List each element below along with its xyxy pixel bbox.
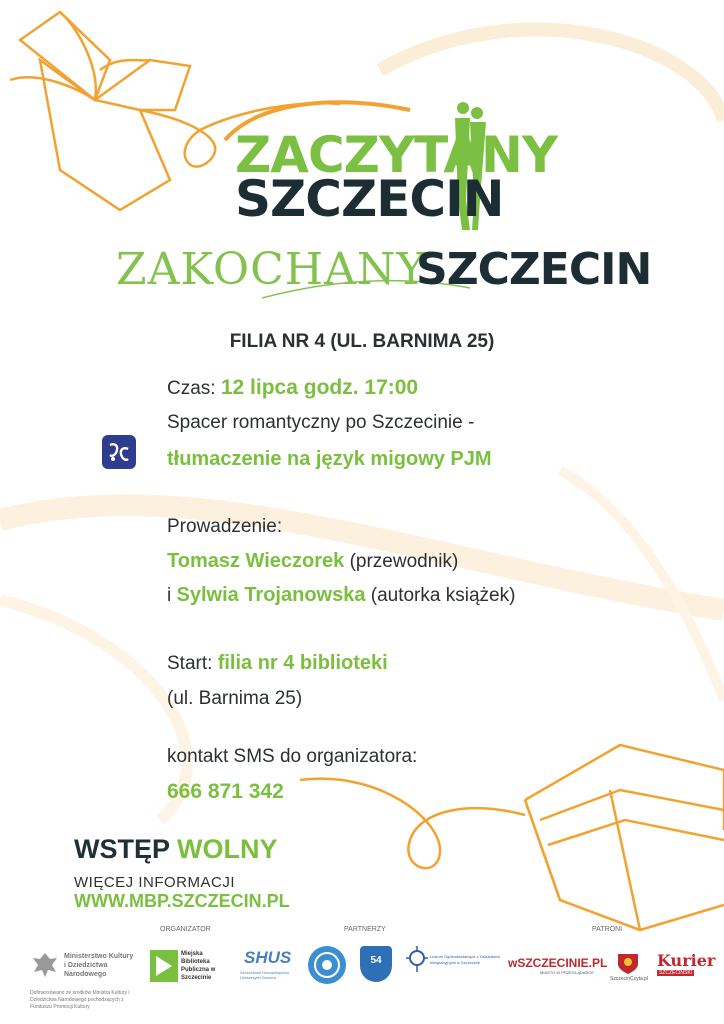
- entry-heading: [74, 834, 278, 865]
- host2-line: [167, 584, 515, 607]
- host-conjunction: i: [167, 585, 177, 606]
- branch-heading: FILIA NR 4 (UL. BARNIMA 25): [229, 331, 495, 352]
- host1-role: (przewodnik): [344, 551, 459, 572]
- contact-label: kontakt SMS do organizatora:: [167, 746, 418, 767]
- logo-title-line1: ZACZYTANY: [235, 126, 558, 184]
- host2-name: Sylwia Trojanowska: [176, 584, 366, 606]
- website-link[interactable]: WWW.MBP.SZCZECIN.PL: [74, 891, 290, 911]
- time-label: Czas:: [167, 378, 221, 399]
- time-value: 12 lipca godz. 17:00: [220, 376, 419, 399]
- kurier-logo: Kurier: [657, 951, 716, 970]
- start-line: [167, 652, 388, 675]
- entry-part2: WOLNY: [177, 834, 278, 864]
- liceum-name: Liceum Ogólnokształcące z Oddziałami Integracyjnymi w Szczecinie: [430, 954, 500, 965]
- logo-title-line2: SZCZECIN: [235, 170, 504, 228]
- lo54-shield-logo: 54: [360, 946, 392, 982]
- kurier-subtitle: SZCZECIŃSKI: [659, 970, 693, 976]
- start-value: filia nr 4 biblioteki: [217, 652, 388, 674]
- organizer-heading: ORGANIZATOR: [160, 926, 211, 933]
- ministry-name: Ministerstwo Kultury i Dziedzictwa Narodowego: [64, 953, 134, 978]
- start-address: (ul. Barnima 25): [167, 688, 303, 709]
- hands-icon: [102, 435, 136, 469]
- more-info-label: WIĘCEJ INFORMACJI: [74, 874, 235, 891]
- partner-circle-logo-icon: [308, 946, 346, 984]
- library-logo-icon: [150, 950, 178, 982]
- event-line2: tłumaczenie na język migowy PJM: [167, 448, 492, 470]
- host1-line: [167, 550, 458, 573]
- partners-heading: PARTNERZY: [344, 926, 386, 933]
- host1-name: Tomasz Wieczorek: [167, 550, 345, 572]
- sign-language-icon: [102, 435, 136, 469]
- eagle-emblem-icon: [30, 950, 60, 980]
- funding-note: Dofinansowano ze środków Ministra Kultury i Dziedzictwa Narodowego pochodzących z Funduszu Promocji Kultury: [30, 990, 130, 1010]
- shus-logo: SHUS: [244, 948, 292, 967]
- start-label: Start:: [167, 653, 218, 674]
- hosts-label: Prowadzenie:: [167, 516, 283, 537]
- shus-subtitle: Szczeciński Humanistyczny Uniwersytet Seniora: [240, 970, 290, 980]
- library-name: Miejska Biblioteka Publiczna w Szczecinie: [181, 951, 216, 981]
- book-bottom-right-icon: [300, 745, 724, 930]
- entry-part1: WSTĘP: [74, 834, 178, 864]
- wszczecinie-logo: wSZCZECINIE.PL: [508, 956, 608, 970]
- event-line1: Spacer romantyczny po Szczecinie -: [167, 412, 475, 433]
- headline-part2: SZCZECIN: [416, 244, 652, 295]
- contact-phone[interactable]: 666 871 342: [167, 780, 284, 803]
- patrons-heading: PATRONI: [592, 926, 623, 933]
- liceum-sun-icon: [406, 946, 428, 976]
- szczecin-czyta-label: SzczecinCzyta.pl: [610, 976, 649, 982]
- szczecin-czyta-crest-icon: [614, 950, 642, 976]
- time-line: [167, 376, 418, 400]
- headline-part1: ZAKOCHANY: [116, 244, 427, 295]
- wszczecinie-subtitle: MIASTO W PRZEGLĄDARCE: [540, 970, 594, 975]
- host2-role: (autorka książek): [365, 585, 516, 606]
